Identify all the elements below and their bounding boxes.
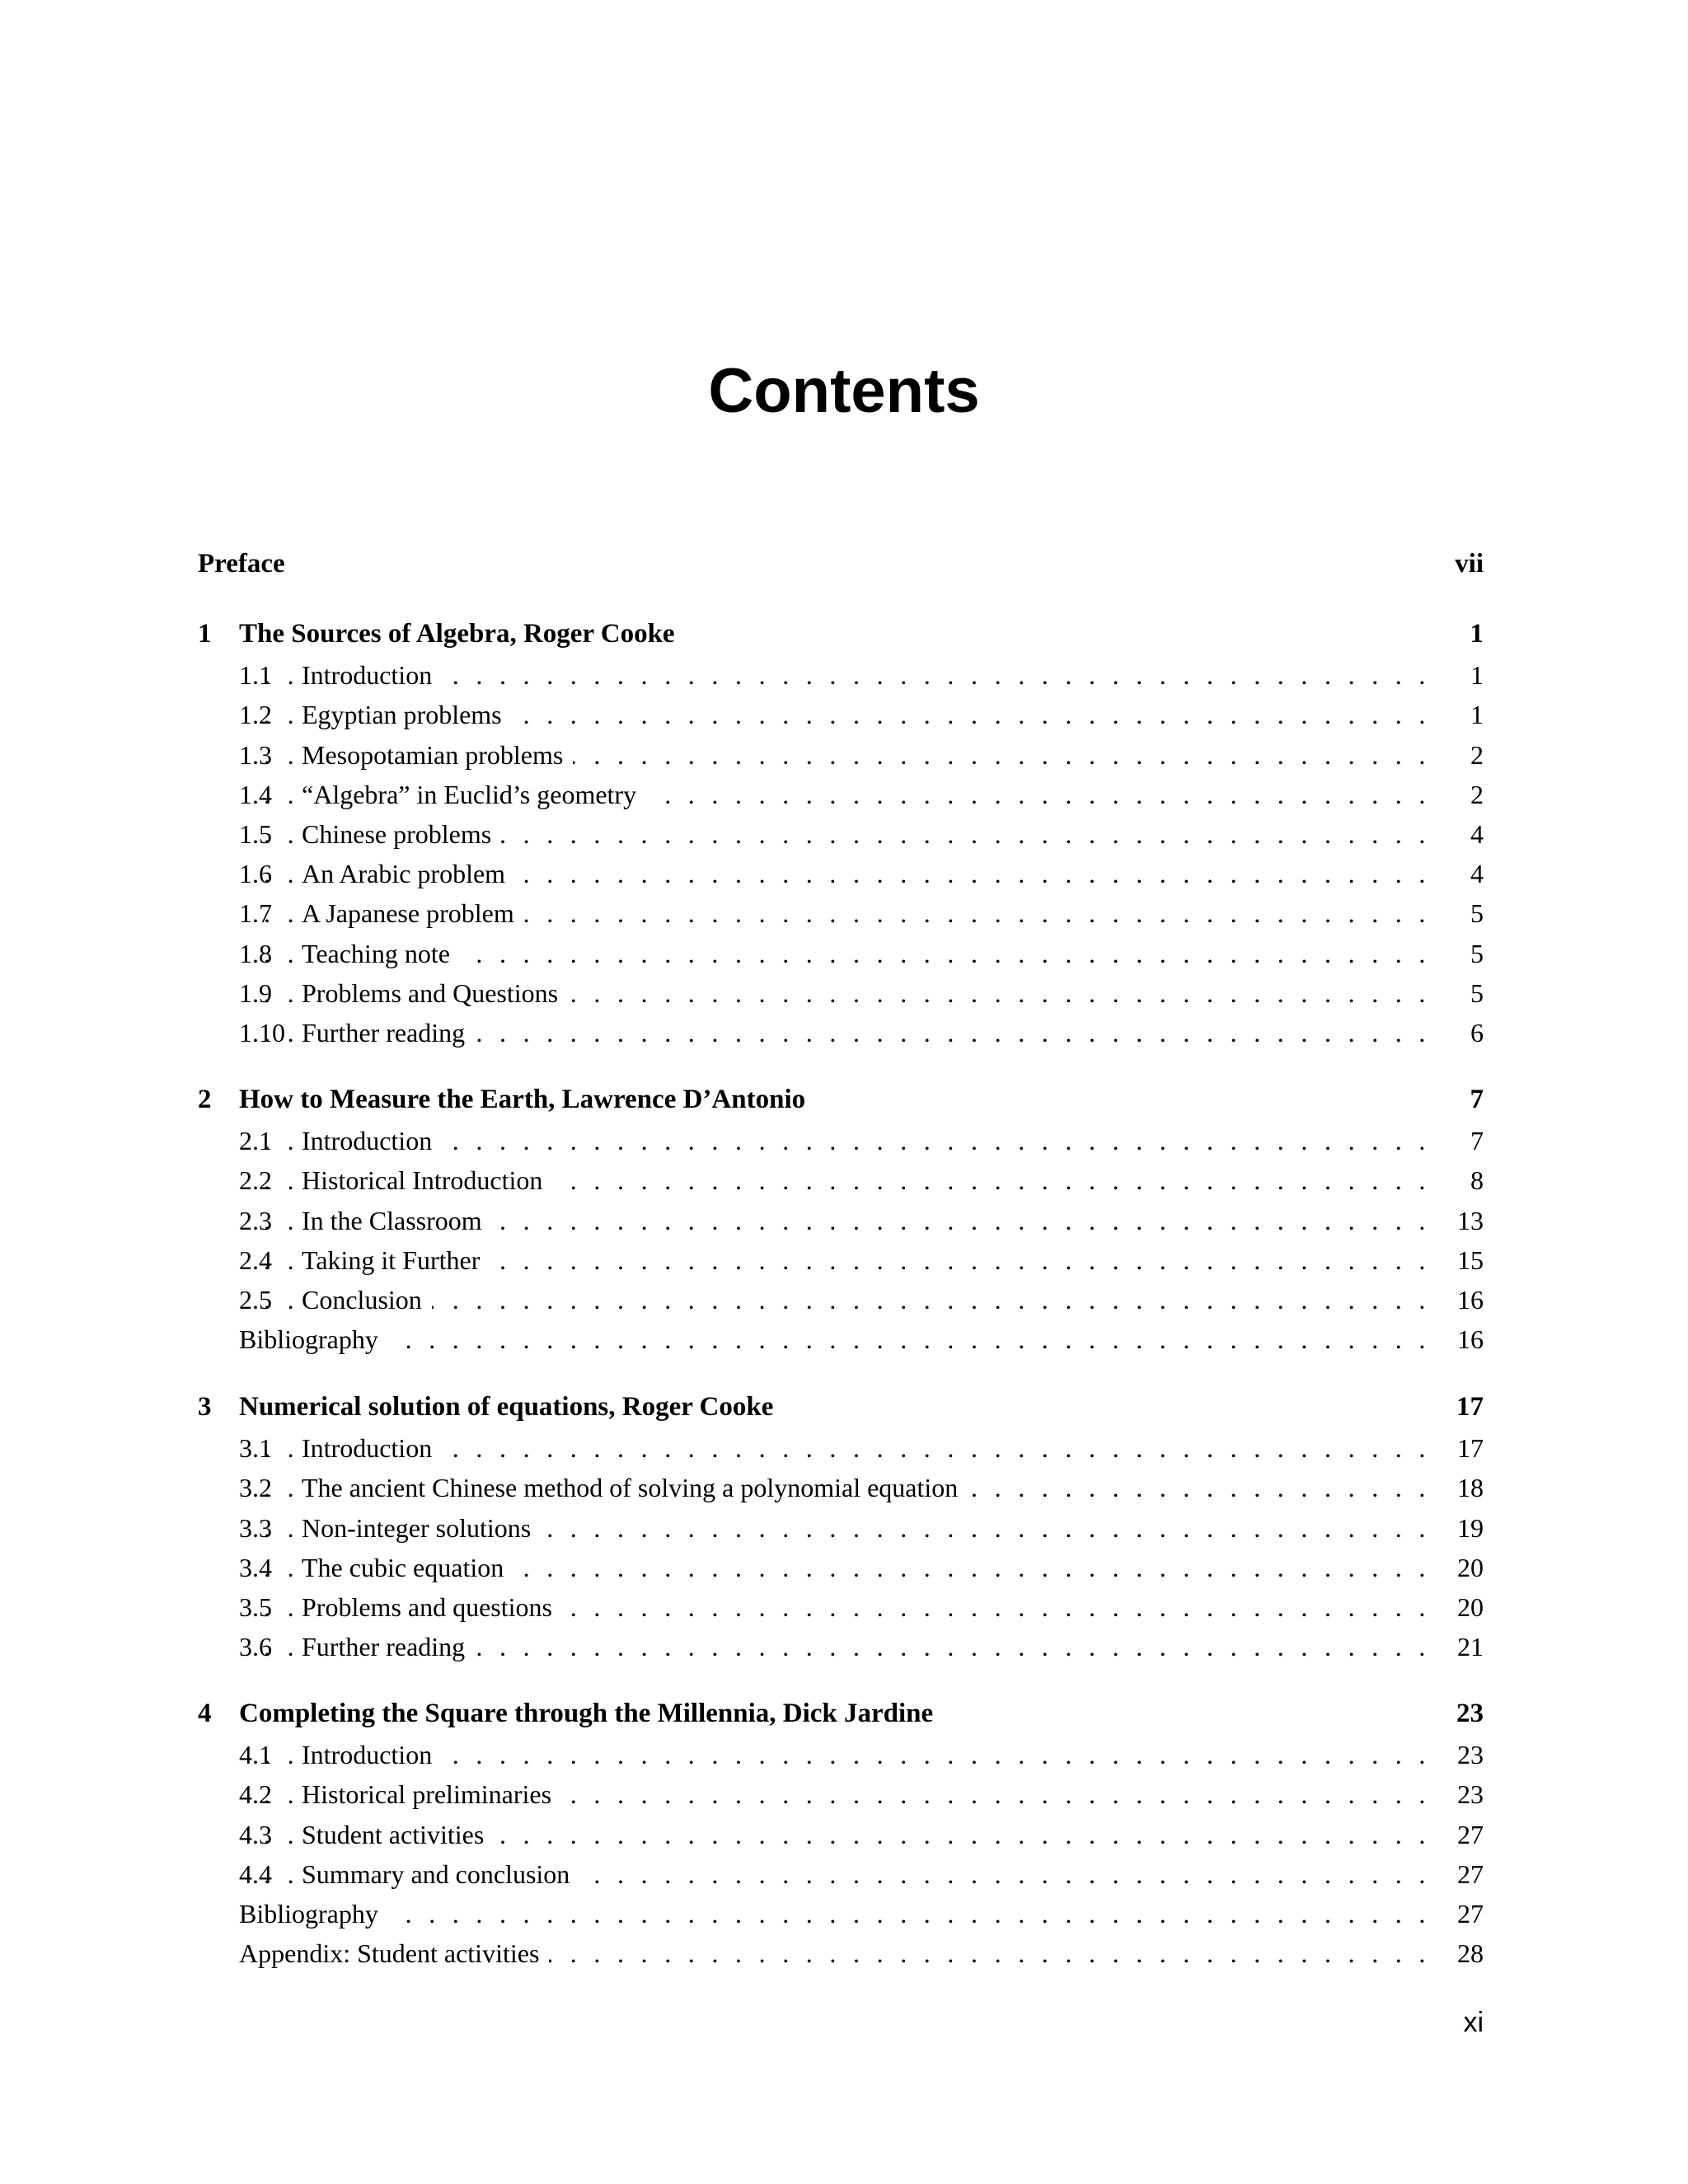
section-title: Historical Introduction (302, 1160, 552, 1200)
section-title: Introduction (302, 1735, 442, 1774)
section-number: 1.5 (239, 819, 272, 849)
toc-chapter-1[interactable] (198, 614, 1484, 654)
toc-entry[interactable] (198, 1627, 1484, 1666)
section-page: 19 (1457, 1513, 1484, 1543)
section-title: Historical preliminaries (302, 1774, 561, 1814)
section-page: 4 (1470, 859, 1484, 888)
section-number: 1.1 (239, 660, 272, 690)
chapter-number: 3 (198, 1392, 212, 1422)
section-number: 3.3 (239, 1513, 272, 1543)
section-number: 2.2 (239, 1165, 272, 1195)
section-number: 4.1 (239, 1740, 272, 1769)
section-page: 27 (1457, 1859, 1484, 1889)
toc-entry[interactable] (198, 1508, 1484, 1548)
toc-entry[interactable] (198, 814, 1484, 854)
section-number: 2.5 (239, 1285, 272, 1315)
section-number: 2.1 (239, 1126, 272, 1155)
section-page: 2 (1470, 740, 1484, 770)
chapter-page: 1 (1470, 619, 1484, 649)
section-number: 1.9 (239, 978, 272, 1008)
section-number: 1.2 (239, 700, 272, 729)
section-page: 28 (1457, 1938, 1484, 1968)
chapter-page: 7 (1470, 1085, 1484, 1114)
page-title: Contents (708, 356, 980, 426)
section-title: Bibliography (239, 1319, 388, 1359)
section-title: Conclusion (302, 1280, 432, 1319)
section-page: 5 (1470, 898, 1484, 928)
section-title: Mesopotamian problems (302, 735, 573, 775)
section-number: 1.8 (239, 939, 272, 968)
section-number: 4.2 (239, 1779, 272, 1809)
chapter-page: 23 (1456, 1699, 1484, 1728)
section-title: Taking it Further (302, 1240, 490, 1280)
toc-entry[interactable] (198, 1933, 1484, 1973)
section-page: 4 (1470, 819, 1484, 849)
toc-entry[interactable] (198, 1587, 1484, 1627)
section-page: 16 (1457, 1324, 1484, 1354)
dot-leader (264, 1319, 1441, 1359)
toc-entry[interactable] (198, 1319, 1484, 1359)
section-title: Summary and conclusion (302, 1854, 579, 1894)
section-page: 7 (1470, 1126, 1484, 1155)
section-number: 1.10 (239, 1018, 285, 1047)
section-page: 17 (1457, 1433, 1484, 1463)
section-title: Student activities (302, 1815, 494, 1854)
chapter-number: 2 (198, 1085, 212, 1114)
toc-entry[interactable] (198, 735, 1484, 775)
toc-entry[interactable] (198, 1201, 1484, 1240)
section-title: The ancient Chinese method of solving a polynomial equation (302, 1468, 968, 1507)
section-number: 2.3 (239, 1206, 272, 1235)
toc-entry[interactable] (198, 1240, 1484, 1280)
chapter-number: 4 (198, 1699, 212, 1728)
section-title: Egyptian problems (302, 695, 512, 734)
toc-entry[interactable] (198, 1548, 1484, 1587)
toc-entry[interactable] (198, 973, 1484, 1013)
section-number: 2.4 (239, 1245, 272, 1275)
section-title: Appendix: Student activities (239, 1933, 549, 1973)
section-title: Bibliography (239, 1894, 388, 1933)
section-title: A Japanese problem (302, 893, 524, 933)
toc-entry[interactable] (198, 1280, 1484, 1319)
section-number: 1.4 (239, 780, 272, 809)
page-number: xi (1463, 2007, 1484, 2038)
chapter-title: Completing the Square through the Millennia, Dick Jardine (239, 1694, 943, 1733)
toc-entry[interactable] (198, 1160, 1484, 1200)
section-page: 13 (1457, 1206, 1484, 1235)
section-number: 1.6 (239, 859, 272, 888)
toc-entry[interactable] (198, 775, 1484, 814)
toc-entry[interactable] (198, 695, 1484, 734)
section-page: 1 (1470, 660, 1484, 690)
section-page: 27 (1457, 1820, 1484, 1849)
section-page: 23 (1457, 1779, 1484, 1809)
section-page: 23 (1457, 1740, 1484, 1769)
toc-entry[interactable] (198, 1121, 1484, 1160)
dot-leader (264, 1280, 1441, 1319)
section-number: 3.2 (239, 1473, 272, 1502)
section-title: Teaching note (302, 934, 460, 973)
toc-entry[interactable] (198, 655, 1484, 695)
section-title: The cubic equation (302, 1548, 513, 1587)
section-title: Introduction (302, 1428, 442, 1468)
section-page: 18 (1457, 1473, 1484, 1502)
section-title: In the Classroom (302, 1201, 492, 1240)
section-title: Non-integer solutions (302, 1508, 541, 1548)
section-title: Introduction (302, 655, 442, 695)
chapter-title: Numerical solution of equations, Roger Cooke (239, 1387, 783, 1427)
section-page: 20 (1457, 1592, 1484, 1622)
section-page: 27 (1457, 1899, 1484, 1929)
toc-chapter-2[interactable] (198, 1080, 1484, 1119)
toc-chapter-4[interactable] (198, 1694, 1484, 1733)
toc-entry[interactable] (198, 1428, 1484, 1468)
toc-entry-preface[interactable] (198, 544, 1484, 583)
section-title: Introduction (302, 1121, 442, 1160)
section-title: Further reading (302, 1013, 475, 1052)
section-page: 16 (1457, 1285, 1484, 1315)
section-title: Problems and questions (302, 1587, 562, 1627)
section-page: 5 (1470, 978, 1484, 1008)
section-number: 3.5 (239, 1592, 272, 1622)
section-title: Further reading (302, 1627, 475, 1666)
toc-entry[interactable] (198, 854, 1484, 893)
toc-entry[interactable] (198, 1815, 1484, 1854)
section-title: An Arabic problem (302, 854, 515, 893)
toc-entry[interactable] (198, 934, 1484, 973)
chapter-title: How to Measure the Earth, Lawrence D’Antonio (239, 1080, 815, 1119)
section-number: 1.3 (239, 740, 272, 770)
section-number: 3.6 (239, 1632, 272, 1661)
toc-entry[interactable] (198, 1468, 1484, 1507)
toc-entry[interactable] (198, 1894, 1484, 1933)
section-number: 3.1 (239, 1433, 272, 1463)
toc-entry[interactable] (198, 1854, 1484, 1894)
section-page: 21 (1457, 1632, 1484, 1661)
chapter-number: 1 (198, 619, 212, 649)
toc-entry[interactable] (198, 1774, 1484, 1814)
section-number: 3.4 (239, 1553, 272, 1582)
section-page: 2 (1470, 780, 1484, 809)
dot-leader (264, 1894, 1441, 1933)
section-title: Chinese problems (302, 814, 501, 854)
toc-chapter-3[interactable] (198, 1387, 1484, 1427)
toc-entry[interactable] (198, 893, 1484, 933)
section-title: Problems and Questions (302, 973, 568, 1013)
toc-entry[interactable] (198, 1735, 1484, 1774)
section-page: 15 (1457, 1245, 1484, 1275)
section-page: 8 (1470, 1165, 1484, 1195)
section-page: 20 (1457, 1553, 1484, 1582)
toc-entry[interactable] (198, 1013, 1484, 1052)
section-title: “Algebra” in Euclid’s geometry (302, 775, 646, 814)
section-number: 4.4 (239, 1859, 272, 1889)
section-page: 1 (1470, 700, 1484, 729)
toc-entry-page: vii (1455, 549, 1484, 579)
section-number: 1.7 (239, 898, 272, 928)
chapter-title: The Sources of Algebra, Roger Cooke (239, 614, 685, 654)
section-number: 4.3 (239, 1820, 272, 1849)
section-page: 5 (1470, 939, 1484, 968)
toc-entry-title: Preface (198, 544, 295, 583)
section-page: 6 (1470, 1018, 1484, 1047)
chapter-page: 17 (1456, 1392, 1484, 1422)
